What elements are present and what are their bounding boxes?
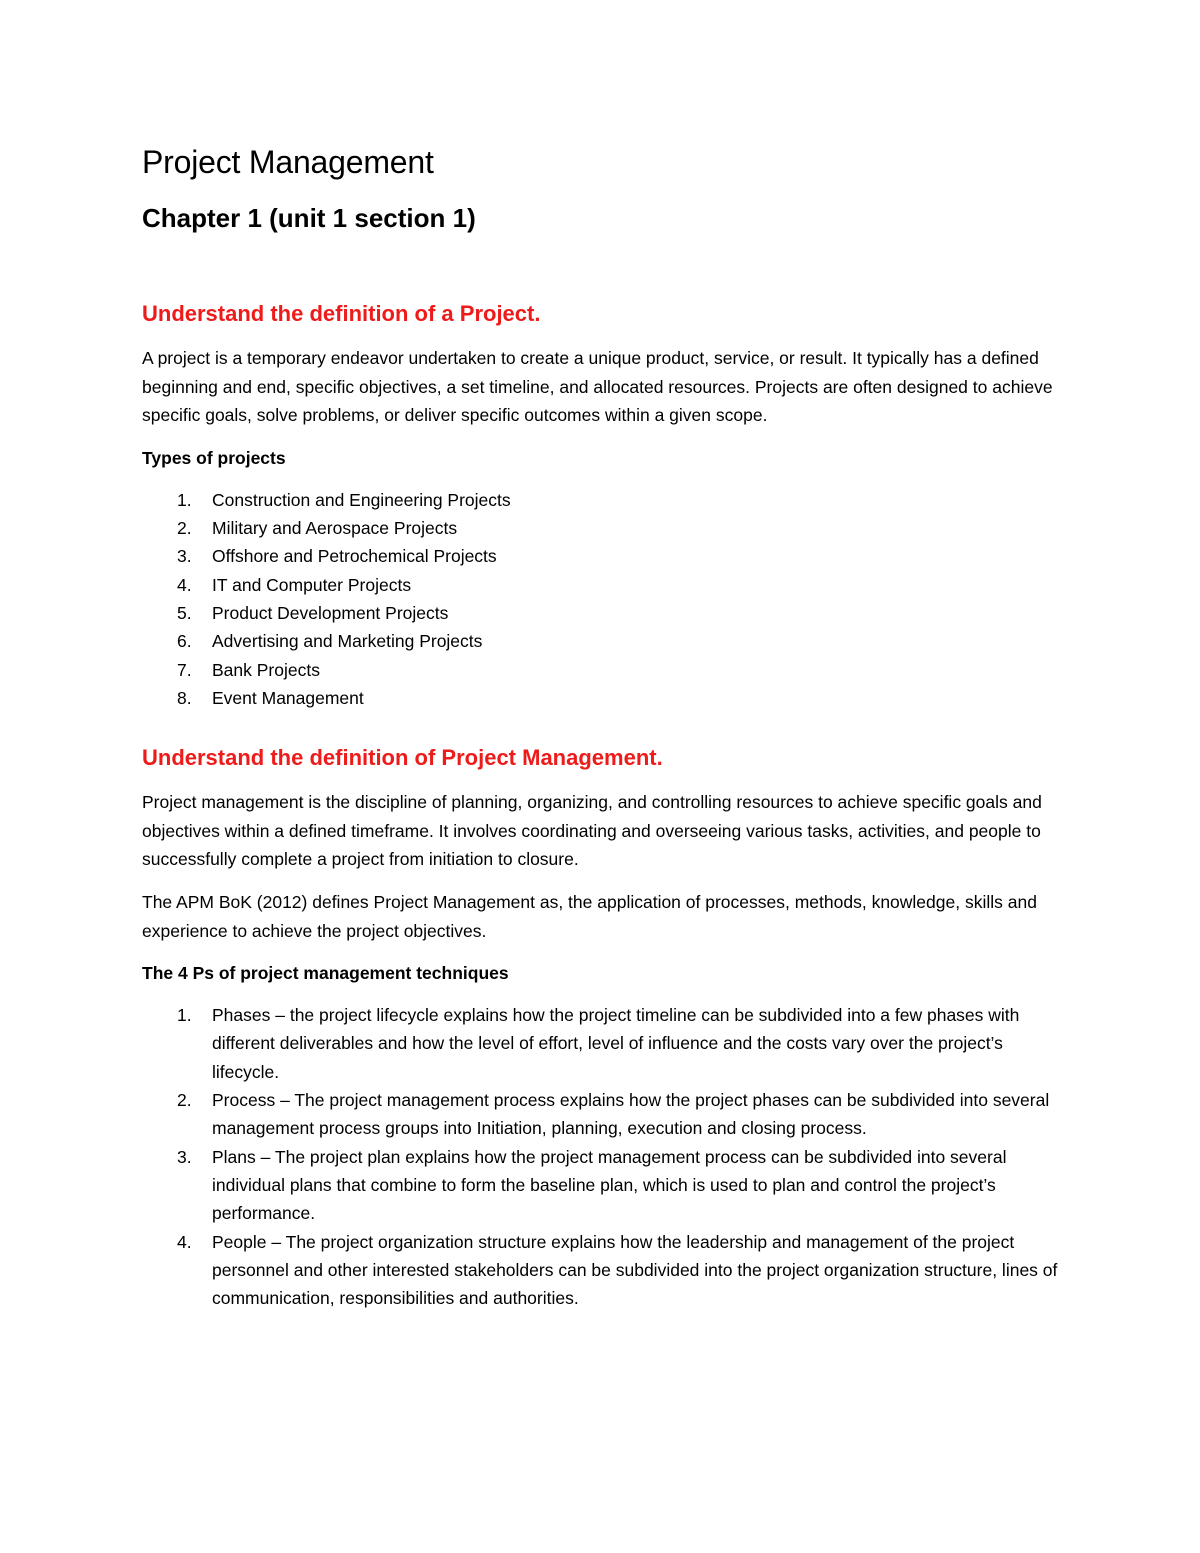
list-item: [142, 599, 1062, 627]
list-item-number: 4.: [177, 1231, 192, 1252]
list-item-text: Plans – The project plan explains how the project management process can be subdivided into several individual plans that combine to form the baseline plan, which is used to plan and control the project’s performance.: [212, 1146, 1007, 1224]
list-item: [142, 542, 1062, 570]
list-item: [142, 684, 1062, 712]
document-title: Project Management: [142, 144, 434, 180]
list-item: [142, 514, 1062, 542]
list-item-number: 3.: [177, 1146, 192, 1167]
list-item-text: Event Management: [212, 687, 364, 708]
list-item-number: 4.: [177, 574, 192, 595]
list-item: [142, 1143, 1062, 1228]
list-item-text: Phases – the project lifecycle explains how the project timeline can be subdivided into a few phases with different deliverables and how the level of effort, level of influence and the costs vary over the project’s lifecycle.: [212, 1005, 1020, 1082]
list-item-text: Offshore and Petrochemical Projects: [212, 546, 497, 567]
section-heading-project-definition: Understand the definition of a Project.: [142, 301, 541, 326]
list-item-number: 2.: [177, 1090, 192, 1111]
section-heading-project-management-definition: Understand the definition of Project Management.: [142, 745, 663, 771]
list-item-text: Military and Aerospace Projects: [212, 518, 458, 539]
list-item: [142, 1001, 1062, 1086]
list-item-number: 8.: [177, 687, 192, 708]
apm-bok-paragraph: The APM BoK (2012) defines Project Management as, the application of processes, methods, knowledge, skills and experience to achieve the project objectives.: [142, 891, 1037, 941]
list-item-number: 2.: [177, 518, 192, 539]
list-item-text: Construction and Engineering Projects: [212, 489, 511, 510]
four-ps-list: [142, 1001, 1062, 1312]
document-page: [142, 138, 1062, 1312]
list-item-number: 1.: [177, 1005, 192, 1026]
list-item-text: IT and Computer Projects: [212, 574, 412, 595]
project-management-paragraph: Project management is the discipline of planning, organizing, and controlling resources to achieve specific goals and objectives within a defined timeframe. It involves coordinating and overseeing various tasks, activities, and people to successfully complete a project from initiation to closure.: [142, 792, 1042, 870]
list-item: [142, 627, 1062, 655]
list-item-number: 3.: [177, 546, 192, 567]
list-item: [142, 1086, 1062, 1143]
list-item-text: Product Development Projects: [212, 602, 449, 623]
list-item-text: Advertising and Marketing Projects: [212, 631, 483, 652]
project-definition-paragraph: A project is a temporary endeavor undertaken to create a unique product, service, or result. It typically has a defined beginning and end, specific objectives, a set timeline, and allocated resources. Projects are often designed to achieve specific goals, solve problems, or deliver specific outcomes within a given scope.: [142, 348, 1053, 426]
list-item-number: 7.: [177, 659, 192, 680]
list-item: [142, 1228, 1062, 1313]
types-of-projects-heading: Types of projects: [142, 447, 286, 468]
list-item: [142, 571, 1062, 599]
list-item-number: 6.: [177, 631, 192, 652]
list-item: [142, 486, 1062, 514]
chapter-heading: Chapter 1 (unit 1 section 1): [142, 203, 476, 233]
list-item: [142, 656, 1062, 684]
list-item-text: People – The project organization structure explains how the leadership and management of the project personnel and other interested stakeholders can be subdivided into the project organization structure, lines of communication, responsibilities and authorities.: [212, 1231, 1058, 1309]
four-ps-heading: The 4 Ps of project management techniques: [142, 963, 509, 984]
list-item-text: Bank Projects: [212, 659, 320, 680]
list-item-number: 5.: [177, 602, 192, 623]
types-of-projects-list: [142, 486, 1062, 712]
list-item-number: 1.: [177, 489, 192, 510]
list-item-text: Process – The project management process explains how the project phases can be subdivided into several management process groups into Initiation, planning, execution and closing process.: [212, 1090, 1050, 1139]
